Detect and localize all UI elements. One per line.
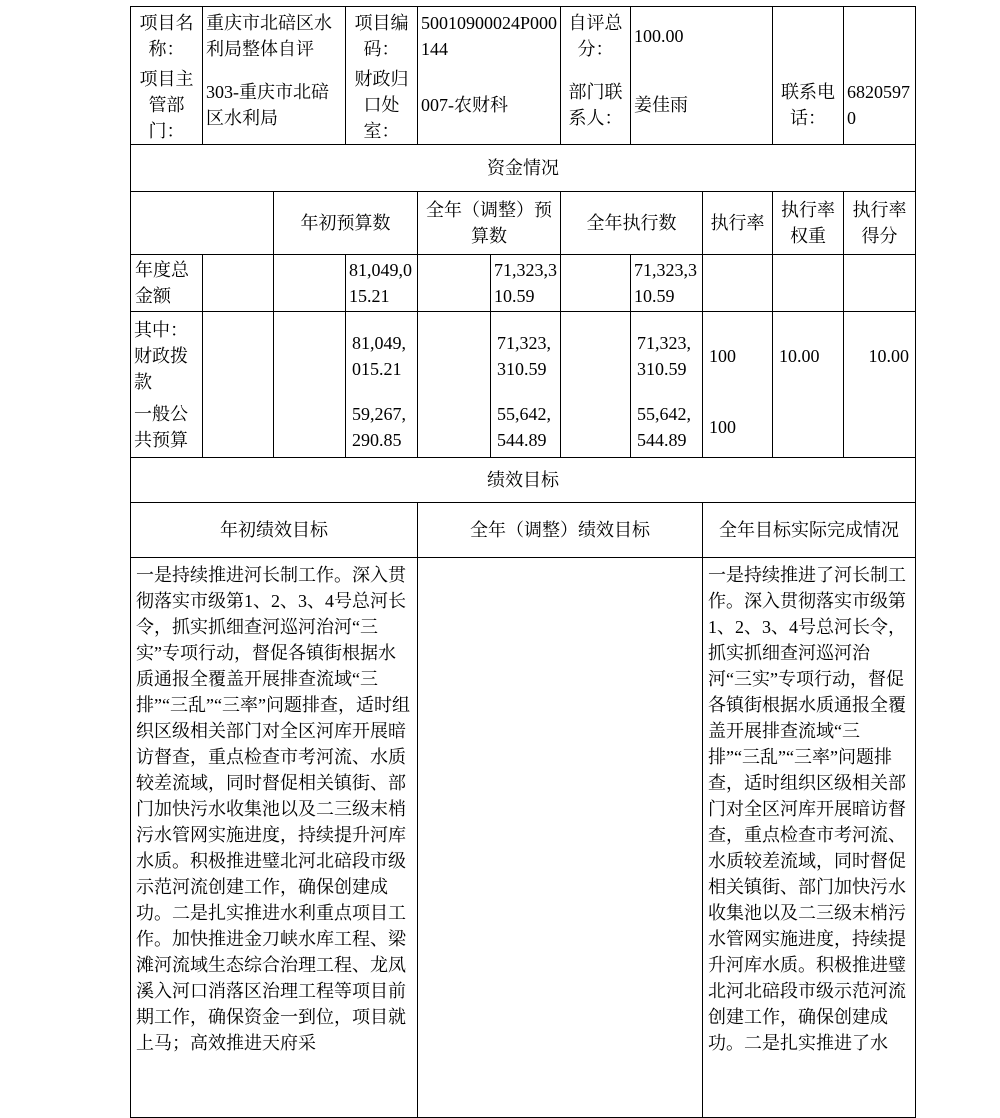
project-name-label: 项目名称： (139, 13, 194, 59)
subrow-labels-cell (131, 312, 203, 458)
col-header-initial-budget: 年初预算数 (274, 192, 418, 255)
phone-label-cell (773, 7, 844, 145)
actual-completion-header: 全年目标实际完成情况 (703, 503, 916, 558)
adjusted-budget-values-cell (491, 312, 561, 458)
info-values-cell-3 (631, 7, 773, 145)
empty-cell (844, 255, 916, 312)
col-header-rate-weight: 执行率权重 (773, 192, 844, 255)
empty-cell (203, 255, 274, 312)
funding-section-row (131, 145, 916, 192)
adjusted-goal-header: 全年（调整）绩效目标 (418, 503, 703, 558)
contact-phone-label: 联系电话： (781, 81, 836, 128)
fiscal-initial-value: 81,049,015.21 (352, 332, 406, 379)
contact-person-label: 部门联系人： (568, 81, 623, 128)
empty-block (773, 7, 843, 65)
annual-total-executed: 71,323,310.59 (631, 255, 703, 312)
public-budget-initial-value: 59,267,290.85 (352, 404, 406, 450)
performance-body-row (131, 558, 916, 1118)
info-values-cell-2 (418, 7, 561, 145)
col-header-adjusted-budget: 全年（调整）预算数 (418, 192, 561, 255)
initial-goal-header: 年初绩效目标 (131, 503, 418, 558)
info-labels-cell-1 (131, 7, 203, 145)
empty-cell (418, 255, 491, 312)
project-dept-label: 项目主管部门： (139, 68, 194, 141)
public-budget-executed-value: 55,642,544.89 (637, 404, 692, 450)
empty-cell (131, 192, 274, 255)
empty-cell (561, 312, 631, 458)
rate-score-cell (844, 312, 916, 458)
performance-section-row (131, 458, 916, 503)
empty-cell (561, 255, 631, 312)
empty-block (776, 398, 840, 456)
adjusted-goal-text (418, 558, 703, 1118)
info-row (131, 7, 916, 145)
contact-person-value: 姜佳雨 (634, 94, 689, 115)
annual-total-initial: 81,049,015.21 (346, 255, 418, 312)
annual-total-label: 年度总金额 (131, 255, 203, 312)
contact-phone-value: 68205970 (847, 81, 911, 128)
fiscal-and-public-budget-row (131, 312, 916, 458)
empty-block (847, 398, 912, 456)
col-header-executed: 全年执行数 (561, 192, 703, 255)
public-budget-adjusted-value: 55,642,544.89 (497, 404, 551, 450)
rate-weight-cell (773, 312, 844, 458)
fiscal-rate-value: 100 (709, 345, 737, 366)
empty-cell (418, 312, 491, 458)
rate-values-cell (703, 312, 773, 458)
evaluation-table (130, 6, 916, 1118)
fiscal-adjusted-value: 71,323,310.59 (497, 332, 551, 379)
project-dept-value: 303-重庆市北碚区水利局 (206, 81, 329, 128)
finance-office-label: 财政归口处室： (354, 68, 409, 141)
executed-values-cell (631, 312, 703, 458)
phone-value-cell (844, 7, 916, 145)
annual-total-adjusted: 71,323,310.59 (491, 255, 561, 312)
info-labels-cell-2 (346, 7, 418, 145)
initial-budget-values-cell (346, 312, 418, 458)
info-values-cell-1 (203, 7, 346, 145)
performance-section-title: 绩效目标 (131, 458, 916, 503)
fiscal-rate-weight-value: 10.00 (779, 345, 820, 366)
empty-cell (203, 312, 274, 458)
finance-office-value: 007-农财科 (421, 94, 508, 115)
self-score-label: 自评总分： (568, 13, 623, 59)
actual-completion-text: 一是持续推进了河长制工作。深入贯彻落实市级第1、2、3、4号总河长令，抓实抓细查河巡河治河“三实”专项行动，督促各镇街根据水质通报全覆盖开展排查流域“三排”“三乱”“三率”问题排查，适时组织区级相关部门对全区河库开展暗访督查，重点检查市考河流、水质较差流域，同时督促相关镇街、部门加快污水收集池以及二三级末梢污水管网实施进度，持续提升河库水质。积极推进璧北河北碚段市级示范河流创建工作，确保创建成功。二是扎实推进了水 (703, 558, 916, 1118)
public-budget-rate-value: 100 (709, 417, 737, 437)
performance-header-row (131, 503, 916, 558)
fiscal-executed-value: 71,323,310.59 (637, 332, 692, 379)
funding-section-title: 资金情况 (131, 145, 916, 192)
empty-cell (703, 255, 773, 312)
empty-cell (274, 255, 346, 312)
info-labels-cell-3 (561, 7, 631, 145)
empty-cell (274, 312, 346, 458)
project-code-value: 50010900024P000144 (421, 13, 558, 59)
funding-header-row (131, 192, 916, 255)
empty-block (844, 7, 915, 65)
col-header-rate-score: 执行率得分 (844, 192, 916, 255)
empty-cell (773, 255, 844, 312)
self-score-value: 100.00 (634, 26, 684, 46)
project-name-value: 重庆市北碚区水利局整体自评 (206, 13, 332, 59)
fiscal-allocation-label: 其中：财政拨款 (134, 319, 188, 392)
fiscal-rate-score-value: 10.00 (868, 345, 910, 366)
initial-goal-text: 一是持续推进河长制工作。深入贯彻落实市级第1、2、3、4号总河长令，抓实抓细查河巡河治河“三实”专项行动，督促各镇街根据水质通报全覆盖开展排查流域“三排”“三乱”“三率”问题排查，适时组织区级相关部门对全区河库开展暗访督查，重点检查市考河流、水质较差流域，同时督促相关镇街、部门加快污水收集池以及二三级末梢污水管网实施进度，持续提升河库水质。积极推进璧北河北碚段市级示范河流创建工作，确保创建成功。二是扎实推进水利重点项目工作。加快推进金刀峡水库工程、梁滩河流域生态综合治理工程、龙凤溪入河口消落区治理工程等项目前期工作，确保资金一到位，项目就上马；高效推进天府采 (131, 558, 418, 1118)
col-header-rate: 执行率 (703, 192, 773, 255)
annual-total-row (131, 255, 916, 312)
general-public-budget-label: 一般公共预算 (134, 404, 188, 450)
project-code-label: 项目编码： (354, 13, 409, 59)
